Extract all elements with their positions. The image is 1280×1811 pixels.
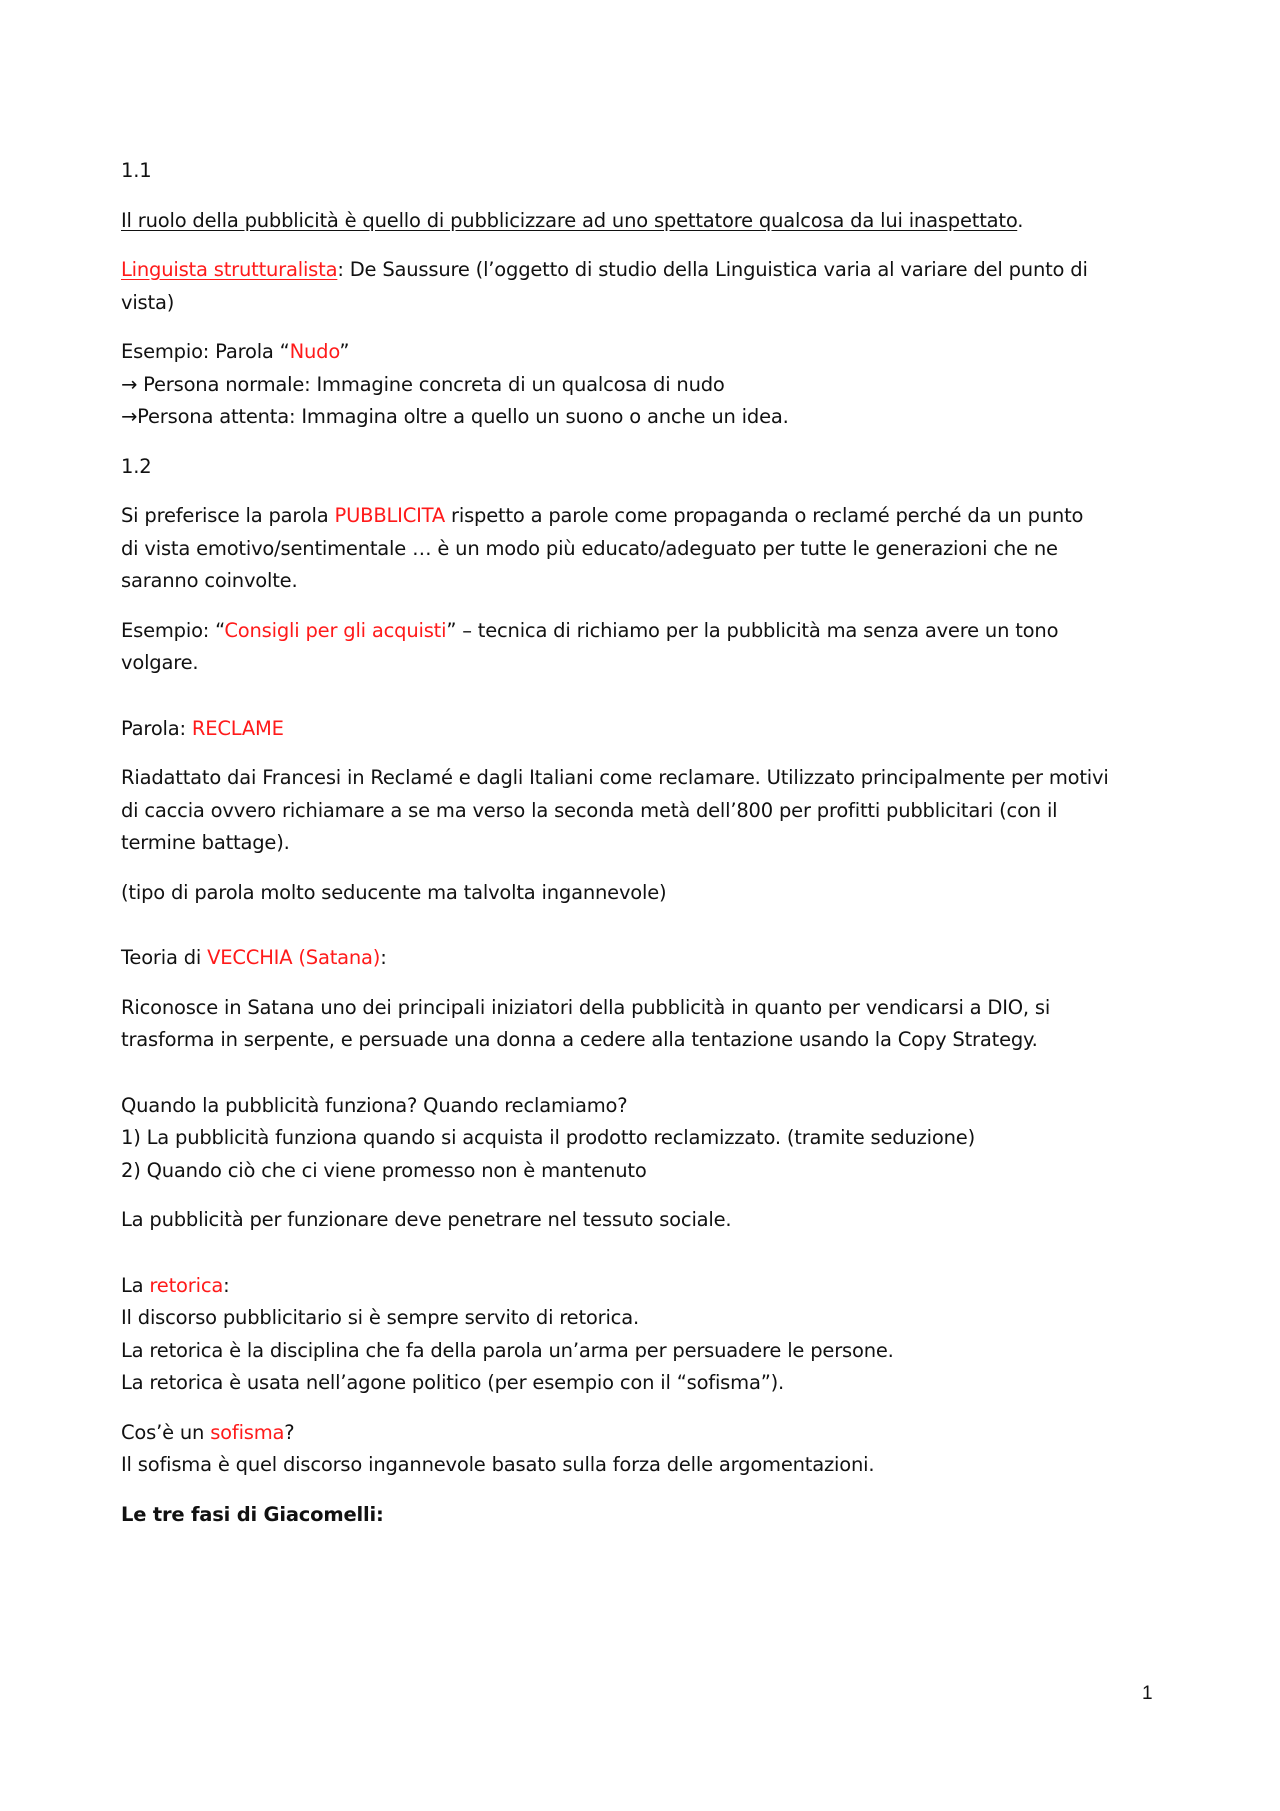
example-word-nudo: Nudo	[289, 340, 340, 363]
reclame-paragraph	[121, 762, 1166, 860]
section-number-1-2	[121, 451, 1166, 484]
retorica-colon: :	[223, 1273, 230, 1297]
pref-text-cont: di vista emotivo/sentimentale … è un modo più educato/adeguato per tutte le generazioni che ne	[121, 536, 1058, 560]
pref-text-cont: saranno coinvolte.	[121, 569, 298, 592]
sofisma-paragraph	[121, 1417, 1166, 1482]
retorica-text: La retorica è la disciplina che fa della parola un’arma per persuadere le persone.	[121, 1338, 894, 1362]
document-body	[121, 155, 1166, 1548]
vecchia-colon: :	[380, 946, 387, 969]
linguist-text-cont: vista)	[121, 290, 175, 314]
intro-underlined-text: Il ruolo della pubblicità è quello di pubblicizzare ad uno spettatore qualcosa da lui inaspettato	[121, 208, 1018, 232]
example-line: → Persona normale: Immagine concreta di un qualcosa di nudo	[121, 372, 725, 396]
sofisma-suffix: ?	[284, 1420, 295, 1444]
sofisma-word: sofisma	[210, 1420, 285, 1444]
sofisma-definition: Il sofisma è quel discorso ingannevole basato sulla forza delle argomentazioni.	[121, 1453, 875, 1476]
example-prefix: Esempio: “	[121, 618, 225, 642]
retorica-label: La	[121, 1273, 150, 1297]
vecchia-label: Teoria di	[121, 946, 208, 969]
pubblicita-word: PUBBLICITA	[334, 504, 446, 527]
reclame-word: RECLAME	[191, 716, 284, 740]
sofisma-prefix: Cos’è un	[121, 1420, 211, 1444]
reclame-note	[121, 877, 1166, 910]
pubblicita-paragraph	[121, 500, 1166, 598]
page-number: 1	[1142, 1683, 1153, 1704]
retorica-text: Il discorso pubblicitario si è sempre servito di retorica.	[121, 1306, 639, 1329]
example-suffix: ”	[339, 340, 350, 363]
consigli-paragraph	[121, 615, 1166, 680]
vecchia-text: Riconosce in Satana uno dei principali iniziatori della pubblicità in quanto per vendicarsi a DIO, si	[121, 995, 1051, 1019]
reclame-note-text: (tipo di parola molto seducente ma talvolta ingannevole)	[121, 880, 667, 904]
pref-text: rispetto a parole come propaganda o reclamé perché da un punto	[445, 504, 1084, 527]
example-prefix: Esempio: Parola “	[121, 340, 290, 363]
example-nudo-paragraph	[121, 336, 1166, 434]
funziona-conclusion	[121, 1204, 1166, 1237]
retorica-paragraph	[121, 1270, 1166, 1400]
retorica-word: retorica	[149, 1273, 224, 1297]
reclame-heading	[121, 713, 1166, 746]
reclame-text: termine battage).	[121, 831, 290, 854]
example-text: ” – tecnica di richiamo per la pubblicità ma senza avere un tono	[446, 618, 1059, 642]
giacomelli-heading-text: Le tre fasi di Giacomelli:	[121, 1502, 384, 1526]
retorica-text: La retorica è usata nell’agone politico (per esempio con il “sofisma”).	[121, 1371, 784, 1394]
funziona-conclusion-text: La pubblicità per funzionare deve penetrare nel tessuto sociale.	[121, 1208, 732, 1231]
reclame-text: Riadattato dai Francesi in Reclamé e dagli Italiani come reclamare. Utilizzato principalmente per motivi	[121, 766, 1109, 789]
funziona-list	[121, 1090, 1166, 1188]
section-number: 1.1	[121, 159, 152, 182]
linguist-text: : De Saussure (l’oggetto di studio della Linguistica varia al variare del punto di	[337, 258, 1088, 281]
pref-prefix: Si preferisce la parola	[121, 504, 335, 527]
funziona-question: Quando la pubblicità funziona? Quando reclamiamo?	[121, 1093, 628, 1117]
reclame-text: di caccia ovvero richiamare a se ma verso la seconda metà dell’800 per profitti pubblicitari (con il	[121, 798, 1058, 822]
vecchia-name: VECCHIA (Satana)	[207, 946, 381, 969]
giacomelli-heading	[121, 1499, 1166, 1532]
intro-period: .	[1017, 208, 1024, 232]
linguist-term: Linguista strutturalista	[121, 258, 338, 281]
vecchia-paragraph	[121, 992, 1166, 1057]
vecchia-heading	[121, 942, 1166, 975]
section-number-1-1	[121, 155, 1166, 188]
example-text-cont: volgare.	[121, 651, 199, 674]
vecchia-text: trasforma in serpente, e persuade una donna a cedere alla tentazione usando la Copy Strategy.	[121, 1028, 1038, 1051]
example-line: →Persona attenta: Immagina oltre a quello un suono o anche un idea.	[121, 405, 789, 428]
intro-paragraph	[121, 205, 1166, 238]
linguist-paragraph	[121, 254, 1166, 319]
reclame-label: Parola:	[121, 716, 192, 740]
section-number: 1.2	[121, 454, 152, 478]
funziona-item: 2) Quando ciò che ci viene promesso non è mantenuto	[121, 1158, 647, 1182]
funziona-item: 1) La pubblicità funziona quando si acquista il prodotto reclamizzato. (tramite seduzione)	[121, 1126, 975, 1149]
consigli-phrase: Consigli per gli acquisti	[224, 618, 447, 642]
